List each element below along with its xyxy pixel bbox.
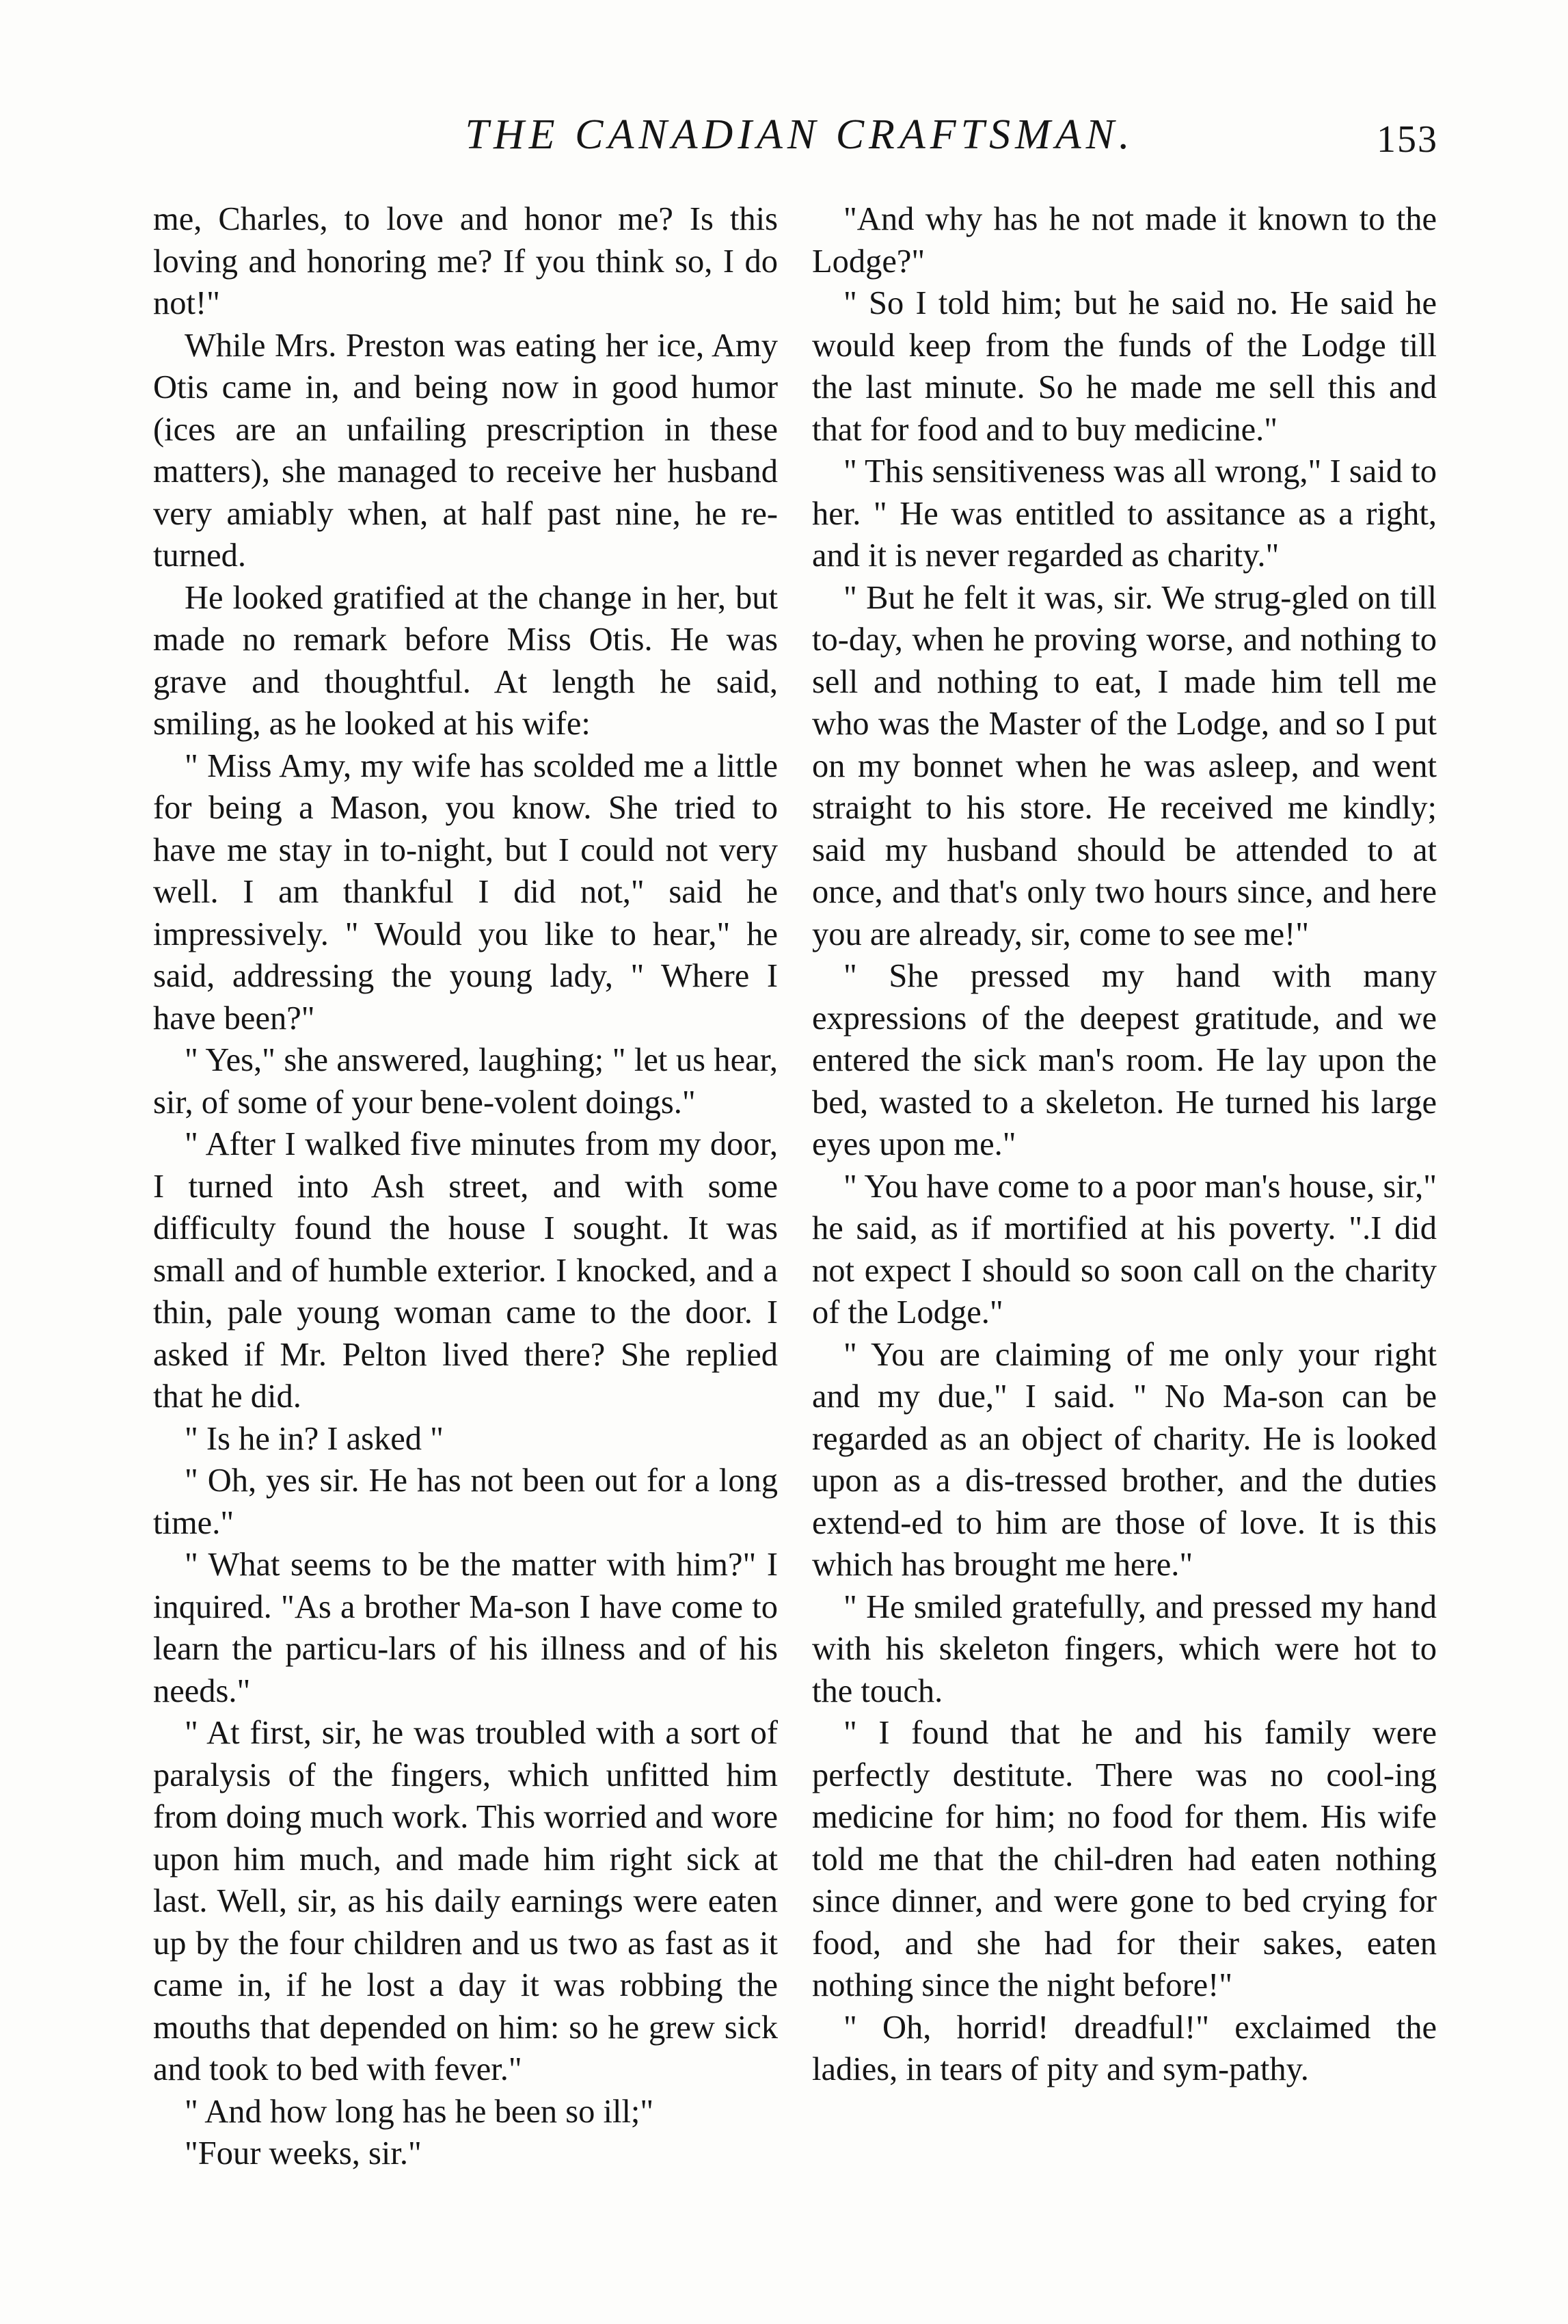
paragraph: He looked gratified at the change in her, but made no remark before Miss Otis. He was grave and thoughtful. At length he said, smiling, as he looked at his wife: [153,579,778,742]
paragraph: " Is he in? I asked " [185,1420,444,1457]
paragraph: "Four weeks, sir." [185,2135,422,2172]
paragraph: " Oh, horrid! dreadful!" exclaimed the ladies, in tears of pity and sym-pathy. [812,2009,1437,2087]
paragraph: " She pressed my hand with many expressions of the deepest gratitude, and we entered the sick man's room. He lay upon the bed, wasted to a skeleton. He turned his large eyes upon me." [812,958,1437,1162]
paragraph: " Miss Amy, my wife has scolded me a little for being a Mason, you know. She tried to have me stay in to-night, but I could not very well. I am thankful I did not," said he impressively. " Would you like to hear," he said, addressing the young lady, " Where I have been?" [153,747,778,1037]
right-column [812,198,1437,2091]
page-number: 153 [1377,118,1438,161]
paragraph: " After I walked five minutes from my door, I turned into Ash street, and with some difficulty found the house I sought. It was small and of humble exterior. I knocked, and a thin, pale young woman came to the door. I asked if Mr. Pelton lived there? She replied that he did. [153,1126,778,1415]
running-title: THE CANADIAN CRAFTSMAN. [465,111,1135,158]
paragraph: " This sensitiveness was all wrong," I said to her. " He was entitled to assitance as a right, and it is never regarded as charity." [812,453,1437,574]
left-column [153,198,778,2175]
paragraph: " So I told him; but he said no. He said he would keep from the funds of the Lodge till the last minute. So he made me sell this and that for food and to buy medicine." [812,285,1437,448]
paragraph: " He smiled gratefully, and pressed my hand with his skeleton fingers, which were hot to the touch. [812,1588,1437,1709]
paragraph: " What seems to be the matter with him?" I inquired. "As a brother Ma-son I have come to learn the particu-lars of his illness and of his needs." [153,1547,778,1709]
paragraph: " But he felt it was, sir. We strug-gled on till to-day, when he proving worse, and nothing to sell and nothing to eat, I made him tell me who was the Master of the Lodge, and so I put on my bonnet when he was asleep, and went straight to his store. He received me kindly; said my husband should be attended to at once, and that's only two hours since, and here you are already, sir, come to see me!" [812,579,1437,952]
paragraph: " Yes," she answered, laughing; " let us hear, sir, of some of your bene-volent doings." [153,1042,778,1121]
paragraph: " And how long has he been so ill;" [185,2093,654,2130]
paragraph: " I found that he and his family were perfectly destitute. There was no cool-ing medicine for him; no food for them. His wife told me that the chil-dren had eaten nothing since dinner, and were gone to bed crying for food, and she had for their sakes, eaten nothing since the night before!" [812,1715,1437,2003]
paragraph: " You have come to a poor man's house, sir," he said, as if mortified at his poverty. ".I did not expect I should so soon call on the charity of the Lodge." [812,1168,1437,1331]
paragraph: " Oh, yes sir. He has not been out for a long time." [153,1462,778,1541]
paragraph: me, Charles, to love and honor me? Is this loving and honoring me? If you think so, I do not!" [153,201,778,321]
running-header [161,103,1438,178]
paragraph: "And why has he not made it known to the Lodge?" [812,201,1437,280]
paragraph: While Mrs. Preston was eating her ice, Amy Otis came in, and being now in good humor (ices are an unfailing prescription in these matters), she managed to receive her husband very amiably when, at half past nine, he re-turned. [153,327,778,574]
paragraph: " At first, sir, he was troubled with a sort of paralysis of the fingers, which unfitted him from doing much work. This worried and wore upon him much, and made him right sick at last. Well, sir, as his daily earnings were eaten up by the four children and us two as fast as it came in, if he lost a day it was robbing the mouths that depended on him: so he grew sick and took to bed with fever." [153,1715,778,2087]
paragraph: " You are claiming of me only your right and my due," I said. " No Ma-son can be regarded as an object of charity. He is looked upon as a dis-tressed brother, and the duties extend-ed to him are those of love. It is this which has brought me here." [812,1336,1437,1583]
